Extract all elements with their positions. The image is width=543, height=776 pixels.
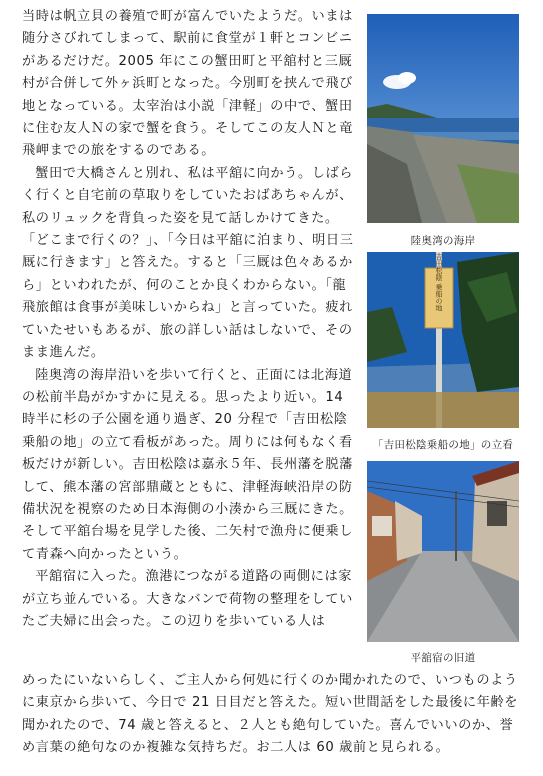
photo-caption: 「吉田松陰乗船の地」の立看 bbox=[372, 439, 514, 451]
paragraph: 蟹田で大橋さんと別れ、私は平舘に向かう。しばらく行くと自宅前の草取りをしていたおばあちゃんが、私のリュックを背負った姿を見て話しかけてきた。「どこまで行くの？」、「今日は平舘に泊まり、明日三厩に行きます」と答えた。すると「三厩は色々あるから」といわれたが、何のことか良くわからない。「龍飛旅館は食事が美味しいからね」と言っていた。疲れていたせいもあるが、旅の詳しい話はしないで、そのまま進んだ。 bbox=[22, 165, 354, 361]
photo-old-street bbox=[367, 461, 519, 642]
photo-signboard bbox=[367, 252, 519, 428]
article-body-full bbox=[22, 670, 524, 760]
photo-caption: 平舘宿の旧道 bbox=[410, 652, 476, 664]
photo-caption: 陸奥湾の海岸 bbox=[410, 235, 476, 247]
paragraph: 当時は帆立貝の養殖で町が富んでいたようだ。いまは随分さびれてしまって、駅前に食堂が１軒とコンビニがあるだけだ。2005 年にこの蟹田町と平舘村と三厩村が合併して外ヶ浜町となった。今別町を挟んで飛び地となっている。太宰治は小説「津軽」の中で、蟹田に住む友人Ｎの家で蟹を食う。そしてこの友人Ｎと竜飛岬までの旅をするのである。 bbox=[22, 9, 353, 159]
article-body-column bbox=[22, 6, 358, 633]
paragraph: 陸奥湾の海岸沿いを歩いて行くと、正面には北海道の松前半島がかすかに見える。思ったより近い。14 時半に杉の子公園を通り過ぎ、20 分程で「吉田松陰乗船の地」の立て看板があった。周りには何もなく看板だけが新しい。吉田松陰は嘉永５年、長州藩を脱藩して、熊本藩の宮部鼎蔵とともに、津軽海峡沿岸の防備状況を視察のため日本海側の小湊から三厩にきた。そして平舘台場を見学した後、二矢村で漁舟に便乗して青森へ向かったという。 bbox=[22, 367, 353, 562]
photo-coastline bbox=[367, 14, 519, 223]
sign-text: 吉田松陰 乗船の地 bbox=[435, 252, 443, 312]
paragraph: めったにいないらしく、ご主人から何処に行くのか聞かれたので、いつものように東京から歩いて、今日で 21 日目だと答えた。短い世間話をした最後に年齢を聞かれたので、74 歳と答えると、２人とも絶句していた。喜んでいいのか、誉め言葉の絶句なのか複雑な気持ちだ。お二人は 60 歳前と見られる。 bbox=[22, 673, 519, 756]
paragraph: 平舘宿に入った。漁港につながる道路の両側には家が立ち並んでいる。大きなバンで荷物の整理をしていたご夫婦に出会った。この辺りを歩いている人は bbox=[22, 569, 353, 629]
